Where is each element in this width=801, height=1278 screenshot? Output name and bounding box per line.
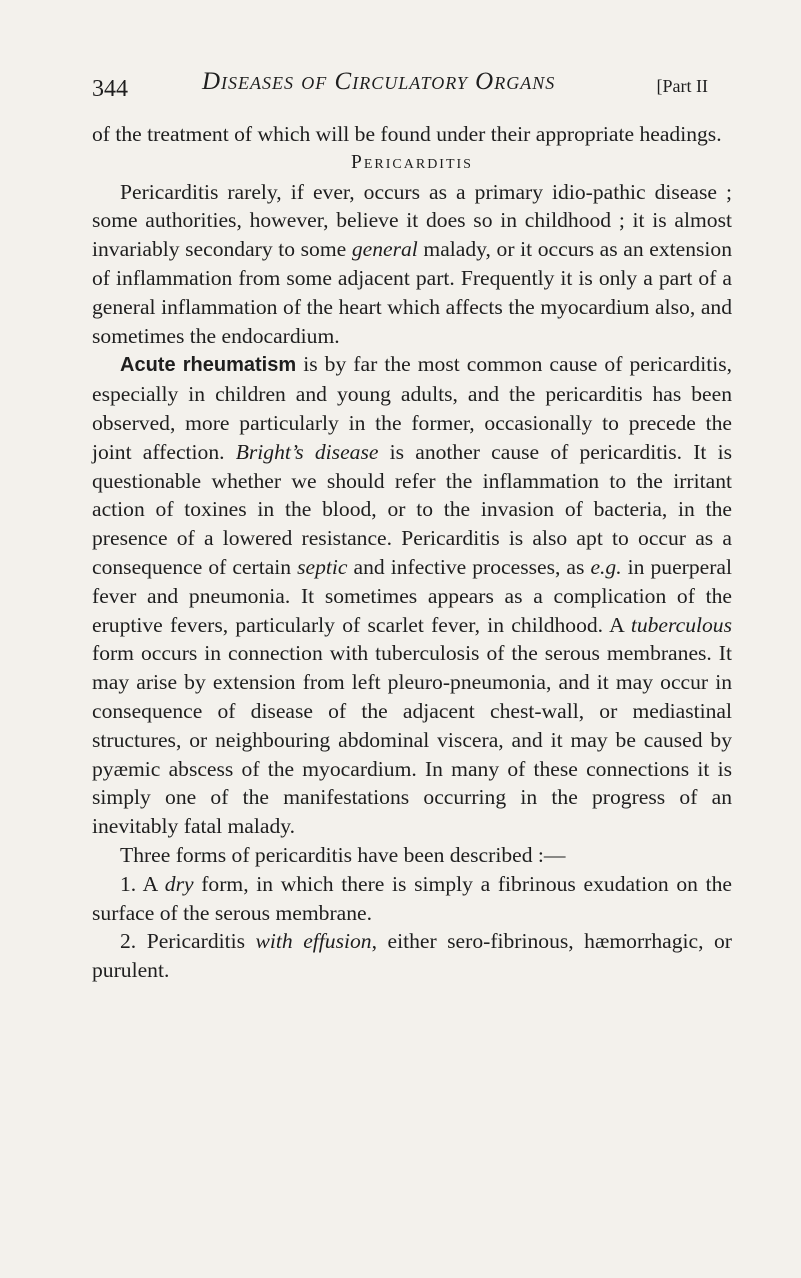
para2-text-1: is by far the most common cause of pericarditis, especially in children and young adults, and the pericarditis has been observed, more particularly in the former, occasionally to precede the joint affection. [92, 352, 732, 464]
item1-text-2: form, in which there is simply a fibrinous exudation on the surface of the serous membrane. [92, 871, 733, 925]
para1-text-2: malady, or it occurs as an extension of inflammation from some adjacent part. Frequently it is only a part of a general inflammation of the heart which affects the myocardium also, and sometimes the endocardium. [92, 237, 732, 348]
list-item-2 [92, 927, 732, 985]
body-text [92, 120, 732, 985]
paragraph-2 [92, 350, 732, 841]
item2-text-2: , either sero-fibrinous, hæmorrhagic, or purulent. [92, 929, 732, 983]
item2-italic-with-effusion: with effusion [255, 929, 372, 954]
para2-text-3: and infective processes, as [347, 554, 591, 579]
running-header [92, 68, 720, 108]
running-title [202, 68, 555, 96]
para2-bold-acute-rheumatism: Acute rheumatism [120, 354, 297, 377]
page-number: 344 [92, 76, 128, 102]
item2-text-1: 2. Pericarditis [120, 929, 256, 954]
list-item-1 [92, 870, 732, 928]
item1-italic-dry: dry [164, 871, 194, 896]
part-label: [Part II [656, 76, 708, 96]
para2-italic-septic: septic [297, 554, 348, 579]
para2-italic-tuberculous: tuberculous [630, 612, 732, 637]
paragraph-1 [92, 178, 732, 351]
para2-text-4: in puerperal fever and pneumonia. It sometimes appears as a complication of the eruptive fevers, particularly of scarlet fever, in childhood. A [92, 554, 733, 637]
para1-italic-general: general [351, 237, 418, 262]
item1-text-1: 1. A [120, 871, 165, 896]
para2-text-5: form occurs in connection with tuberculosis of the serous membranes. It may arise by extension from left pleuro-pneumonia, and it may occur in consequence of disease of the adjacent chest-wall, or mediastinal structures, or neighbouring abdominal viscera, and it may be caused by pyæmic abscess of the myocardium. In many of these connections it is simply one of the manifestations occurring in the progress of an inevitably fatal malady. [92, 641, 732, 839]
section-heading: Pericarditis [351, 151, 473, 173]
para2-text-2: is another cause of pericarditis. It is questionable whether we should refer the inflammation to the irritant action of toxines in the blood, or to the invasion of bacteria, in the presence of a lowered resistance. Pericarditis is also apt to occur as a consequence of certain [92, 439, 732, 579]
para1-text-1: Pericarditis rarely, if ever, occurs as a primary idio-pathic disease ; some authorities, however, believe it does so in childhood ; it is almost invariably secondary to some [92, 179, 732, 262]
para2-italic-eg: e.g. [590, 554, 622, 579]
para2-italic-brights-disease: Bright’s disease [235, 439, 379, 464]
intro-paragraph: of the treatment of which will be found under their appropriate headings. [92, 122, 722, 146]
running-title-text: Diseases of Circulatory Organs [202, 68, 556, 95]
paragraph-3: Three forms of pericarditis have been described :— [120, 842, 566, 867]
